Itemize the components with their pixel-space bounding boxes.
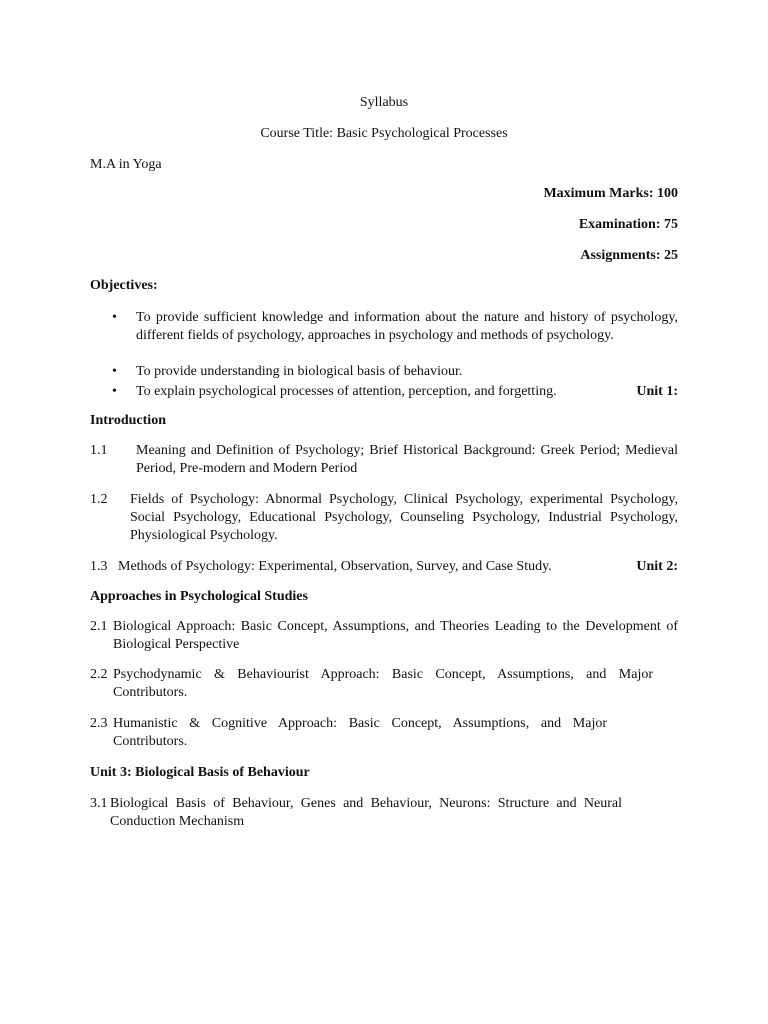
unit1-heading: Introduction xyxy=(90,413,166,428)
bullet-icon: • xyxy=(112,310,117,325)
objective-item: To explain psychological processes of attention, perception, and forgetting. xyxy=(136,384,557,399)
unit1-item-text: Fields of Psychology: Abnormal Psychology, Clinical Psychology, experimental Psychology, Social Psychology, Educational Psychology, Counseling Psychology, Industrial Psychology, Physiological Psychology. xyxy=(130,492,678,543)
item-number: 2.3 xyxy=(90,716,108,731)
unit1-label: Unit 1: xyxy=(636,384,678,399)
unit1-item-row xyxy=(90,558,678,576)
bullet-icon: • xyxy=(112,384,117,399)
assignment-marks: Assignments: 25 xyxy=(580,248,678,263)
bullet-icon: • xyxy=(112,364,117,379)
unit1-item-text: Meaning and Definition of Psychology; Brief Historical Background: Greek Period; Medieval Period, Pre-modern and Modern Period xyxy=(136,443,678,476)
unit2-item-text: Biological Approach: Basic Concept, Assumptions, and Theories Leading to the Development of Biological Perspective xyxy=(113,619,678,652)
item-number: 2.1 xyxy=(90,619,108,634)
doc-type: Syllabus xyxy=(359,95,409,110)
objective-item: To provide understanding in biological basis of behaviour. xyxy=(136,364,463,379)
unit3-heading: Unit 3: Biological Basis of Behaviour xyxy=(90,765,310,780)
max-marks: Maximum Marks: 100 xyxy=(543,186,678,201)
item-number: 1.3 xyxy=(90,559,108,574)
unit2-item-text: Humanistic & Cognitive Approach: Basic Concept, Assumptions, and Major Contributors. xyxy=(113,716,607,749)
examination-marks: Examination: 75 xyxy=(578,217,678,232)
unit2-label: Unit 2: xyxy=(636,559,678,574)
item-number: 3.1 xyxy=(90,796,108,811)
objective-item: To provide sufficient knowledge and information about the nature and history of psychology, different fields of psychology, approaches in psychology and methods of psychology. xyxy=(136,310,678,343)
objective-item-row xyxy=(136,383,678,401)
item-number: 2.2 xyxy=(90,667,108,682)
item-number: 1.2 xyxy=(90,492,108,507)
unit3-item-text: Biological Basis of Behaviour, Genes and Behaviour, Neurons: Structure and Neural Conduction Mechanism xyxy=(110,796,622,829)
unit2-heading: Approaches in Psychological Studies xyxy=(90,589,308,604)
unit2-item-text: Psychodynamic & Behaviourist Approach: Basic Concept, Assumptions, and Major Contributors. xyxy=(113,667,653,700)
item-number: 1.1 xyxy=(90,443,108,458)
objectives-heading: Objectives: xyxy=(90,278,158,293)
program: M.A in Yoga xyxy=(90,157,162,172)
course-title: Course Title: Basic Psychological Processes xyxy=(260,126,508,141)
unit1-item-text: Methods of Psychology: Experimental, Observation, Survey, and Case Study. xyxy=(118,559,552,574)
